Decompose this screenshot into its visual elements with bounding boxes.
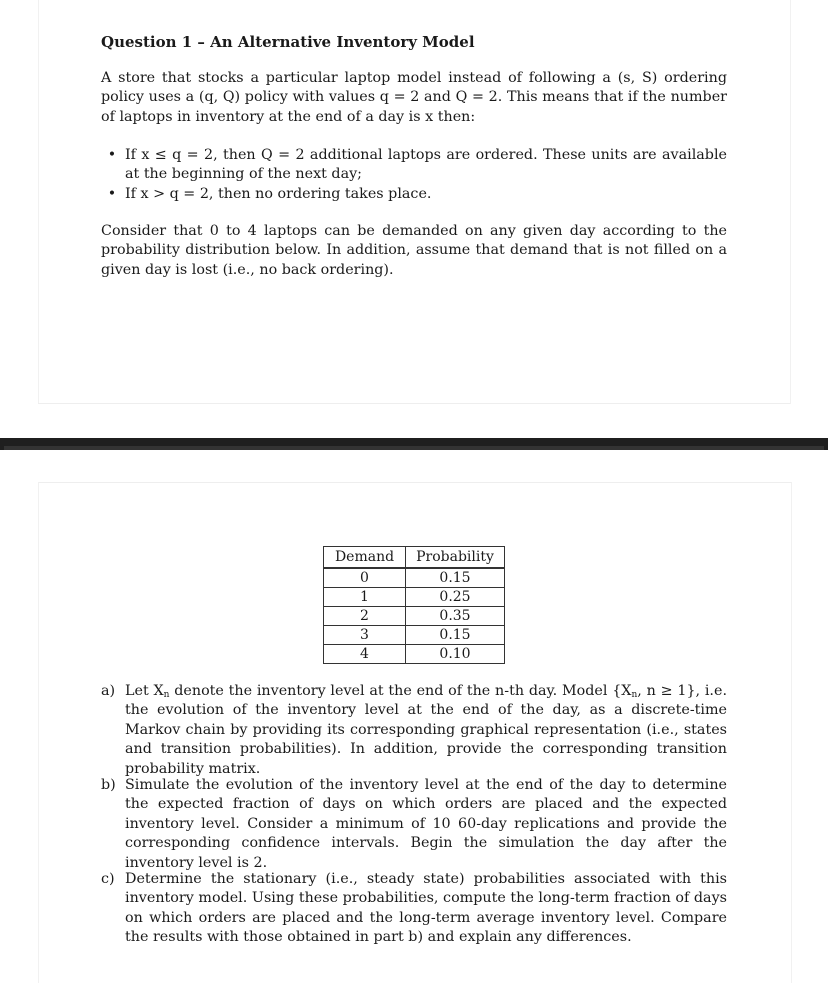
part-b xyxy=(101,776,727,873)
table-row xyxy=(324,607,505,626)
bullet-no-order-rule xyxy=(101,185,727,204)
bullet-order-rule xyxy=(101,146,727,185)
table-row xyxy=(324,645,505,664)
table-row xyxy=(324,568,505,588)
column-header-demand: Demand xyxy=(324,547,406,569)
page-1-right-edge xyxy=(790,0,791,404)
part-a-text xyxy=(125,682,727,779)
part-b-text: Simulate the evolution of the inventory level at the end of the day to determine the expected fraction of days on which orders are placed and the expected inventory level. Consider a minimum of 10 60-day replications and provide the corresponding confidence intervals. Begin the simulation the day after the inventory level is 2. xyxy=(125,777,727,871)
table-row xyxy=(324,588,505,607)
probability-cell: 0.10 xyxy=(406,645,505,664)
part-a-text-1: Let X xyxy=(125,683,164,699)
part-c-text: Determine the stationary (i.e., steady state) probabilities associated with this inventory model. Using these probabilities, compute the long-term fraction of days on which orders are placed and the long-term average inventory level. Compare the results with those obtained in part b) and explain any differences. xyxy=(125,871,727,946)
bullet-text: If x > q = 2, then no ordering takes place. xyxy=(125,186,432,202)
part-b-label: b) xyxy=(101,777,116,793)
part-c xyxy=(101,870,727,948)
demand-cell: 1 xyxy=(324,588,406,607)
page-divider-inner xyxy=(4,446,824,450)
bullet-text: If x ≤ q = 2, then Q = 2 additional laptops are ordered. These units are available at the beginning of the next day; xyxy=(125,147,727,183)
table-row xyxy=(324,626,505,645)
bullet-dot-icon: • xyxy=(107,186,117,202)
page-1-left-edge xyxy=(38,0,39,404)
column-header-probability: Probability xyxy=(406,547,505,569)
question-heading: Question 1 – An Alternative Inventory Model xyxy=(101,33,475,51)
probability-cell: 0.25 xyxy=(406,588,505,607)
demand-cell: 2 xyxy=(324,607,406,626)
page-1 xyxy=(0,0,828,438)
demand-cell: 0 xyxy=(324,568,406,588)
page-1-bottom-edge xyxy=(38,403,790,404)
bullet-dot-icon: • xyxy=(107,147,117,163)
demand-cell: 4 xyxy=(324,645,406,664)
part-a-text-2: denote the inventory level at the end of the n-th day. Model {X xyxy=(169,683,632,699)
subscript-n: n xyxy=(163,690,170,700)
table-header-row xyxy=(324,547,505,569)
part-a-text-3: , n ≥ 1}, i.e. the evolution of the inventory level at the end of the day, as a discrete-time Markov chain by providing its corresponding graphical representation (i.e., states and transition probabilities). In addition, provide the corresponding transition probability matrix. xyxy=(125,683,727,777)
demand-cell: 3 xyxy=(324,626,406,645)
demand-paragraph: Consider that 0 to 4 laptops can be demanded on any given day according to the probability distribution below. In addition, assume that demand that is not filled on a given day is lost (i.e., no back ordering). xyxy=(101,223,727,278)
part-c-label: c) xyxy=(101,871,115,887)
part-a-label: a) xyxy=(101,683,116,699)
demand-probability-table xyxy=(323,546,505,664)
subscript-n: n xyxy=(631,690,638,700)
probability-cell: 0.15 xyxy=(406,626,505,645)
intro-paragraph: A store that stocks a particular laptop model instead of following a (s, S) ordering policy uses a (q, Q) policy with values q = 2 and Q = 2. This means that if the number of laptops in inventory at the end of a day is x then: xyxy=(101,70,727,125)
part-a xyxy=(101,682,727,779)
probability-cell: 0.15 xyxy=(406,568,505,588)
probability-cell: 0.35 xyxy=(406,607,505,626)
